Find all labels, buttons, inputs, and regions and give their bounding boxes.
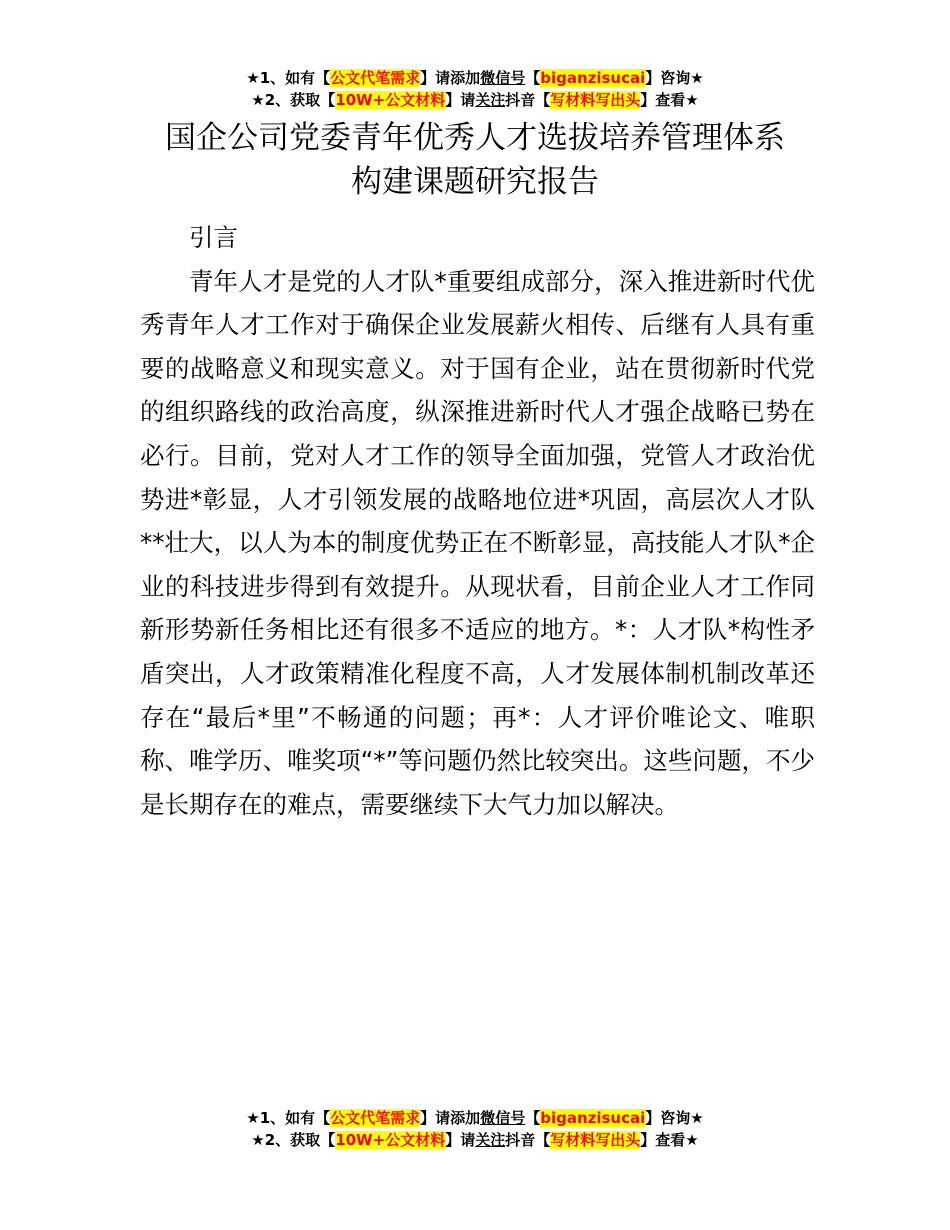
- title-line-1: 国企公司党委青年优秀人才选拔培养管理体系: [165, 120, 785, 156]
- footer-highlight-materials: 10W+公文材料: [335, 1131, 446, 1149]
- footer-highlight-douyin[interactable]: 写材料写出头: [550, 1131, 641, 1149]
- banner-line-2: ★2、获取【10W+公文材料】请关注抖音【写材料写出头】查看★: [251, 91, 699, 109]
- document-title: [0, 116, 950, 204]
- banner-highlight-wechat-id[interactable]: biganzisucai: [540, 69, 646, 87]
- footer-line-1: ★1、如有【公文代笔需求】请添加微信号【biganzisucai】咨询★: [246, 1109, 704, 1127]
- footer-highlight-service: 公文代笔需求: [330, 1109, 421, 1127]
- section-heading: 引言: [189, 223, 238, 252]
- banner-highlight-service: 公文代笔需求: [330, 69, 421, 87]
- banner-line-1: ★1、如有【公文代笔需求】请添加微信号【biganzisucai】咨询★: [246, 69, 704, 87]
- footer-line-2: ★2、获取【10W+公文材料】请关注抖音【写材料写出头】查看★: [251, 1131, 699, 1149]
- banner-highlight-douyin[interactable]: 写材料写出头: [550, 91, 641, 109]
- banner-highlight-materials: 10W+公文材料: [335, 91, 446, 109]
- body-paragraph: 青年人才是党的人才队*重要组成部分，深入推进新时代优秀青年人才工作对于确保企业发展薪火相传、后继有人具有重要的战略意义和现实意义。对于国有企业，站在贯彻新时代党的组织路线的政治高度，纵深推进新时代人才强企战略已势在必行。目前，党对人才工作的领导全面加强，党管人才政治优势进*彰显，人才引领发展的战略地位进*巩固，高层次人才队**壮大，以人为本的制度优势正在不断彰显，高技能人才队*企业的科技进步得到有效提升。从现状看，目前企业人才工作同新形势新任务相比还有很多不适应的地方。*：人才队*构性矛盾突出，人才政策精准化程度不高，人才发展体制机制改革还存在“最后*里”不畅通的问题；再*：人才评价唯论文、唯职称、唯学历、唯奖项“*”等问题仍然比较突出。这些问题，不少是长期存在的难点，需要继续下大气力加以解决。: [140, 266, 815, 819]
- header-banner: [0, 67, 950, 111]
- document-body: [140, 216, 815, 826]
- title-line-2: 构建课题研究报告: [351, 164, 599, 200]
- footer-banner: [0, 1107, 950, 1151]
- footer-highlight-wechat-id[interactable]: biganzisucai: [540, 1109, 646, 1127]
